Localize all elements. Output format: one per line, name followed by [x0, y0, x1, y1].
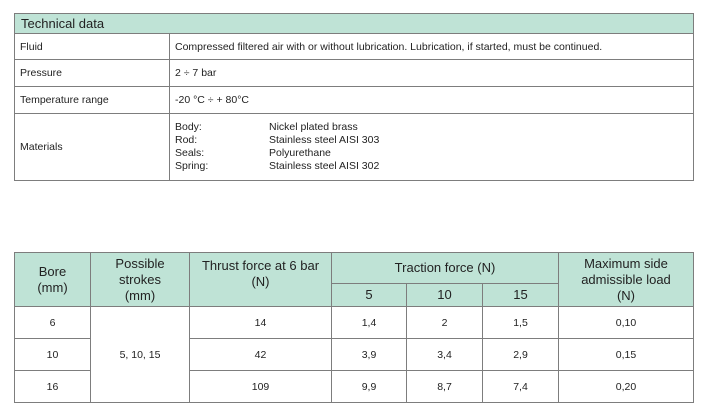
row-label-pressure: Pressure [15, 60, 170, 87]
material-value: Stainless steel AISI 302 [269, 160, 380, 172]
table-row [15, 34, 694, 60]
header-thrust-force: Thrust force at 6 bar (N) [190, 253, 332, 307]
row-value-temperature: -20 °C ÷ + 80°C [170, 87, 694, 114]
header-traction-10: 10 [407, 284, 483, 307]
cell-thrust: 14 [190, 307, 332, 339]
cell-bore: 6 [15, 307, 91, 339]
materials-list [170, 114, 694, 181]
cell-side-load: 0,15 [559, 339, 694, 371]
cell-traction-10: 2 [407, 307, 483, 339]
header-traction-force: Traction force (N) [332, 253, 559, 284]
header-side-load: Maximum side admissible load (N) [559, 253, 694, 307]
header-bore: Bore (mm) [15, 253, 91, 307]
technical-data-table [14, 13, 694, 181]
material-part: Rod: [175, 134, 198, 146]
row-value-fluid: Compressed filtered air with or without lubrication. Lubrication, if started, must be continued. [170, 34, 694, 60]
technical-data-title: Technical data [15, 14, 694, 34]
cell-traction-5: 3,9 [332, 339, 407, 371]
cell-traction-15: 1,5 [483, 307, 559, 339]
material-part: Spring: [175, 160, 209, 172]
material-line [175, 134, 688, 147]
header-strokes: Possible strokes (mm) [91, 253, 190, 307]
cell-thrust: 109 [190, 371, 332, 403]
cell-traction-5: 1,4 [332, 307, 407, 339]
material-value: Nickel plated brass [269, 121, 358, 133]
cell-side-load: 0,10 [559, 307, 694, 339]
header-traction-5: 5 [332, 284, 407, 307]
material-part: Body: [175, 121, 202, 133]
cell-traction-10: 8,7 [407, 371, 483, 403]
material-value: Stainless steel AISI 303 [269, 134, 380, 146]
row-label-temperature: Temperature range [15, 87, 170, 114]
material-line [175, 160, 688, 173]
cell-thrust: 42 [190, 339, 332, 371]
cell-bore: 16 [15, 371, 91, 403]
row-label-fluid: Fluid [15, 34, 170, 60]
row-value-pressure: 2 ÷ 7 bar [170, 60, 694, 87]
header-traction-15: 15 [483, 284, 559, 307]
table-row [15, 87, 694, 114]
cell-traction-15: 7,4 [483, 371, 559, 403]
cell-traction-10: 3,4 [407, 339, 483, 371]
material-part: Seals: [175, 147, 205, 159]
material-line [175, 147, 688, 160]
cell-bore: 10 [15, 339, 91, 371]
force-table [14, 252, 694, 403]
cell-traction-15: 2,9 [483, 339, 559, 371]
cell-traction-5: 9,9 [332, 371, 407, 403]
row-label-materials: Materials [15, 114, 170, 181]
table-row [15, 307, 694, 339]
table-row [15, 114, 694, 181]
table-row [15, 60, 694, 87]
material-value: Polyurethane [269, 147, 331, 159]
material-line [175, 121, 688, 134]
cell-side-load: 0,20 [559, 371, 694, 403]
cell-strokes: 5, 10, 15 [91, 307, 190, 403]
